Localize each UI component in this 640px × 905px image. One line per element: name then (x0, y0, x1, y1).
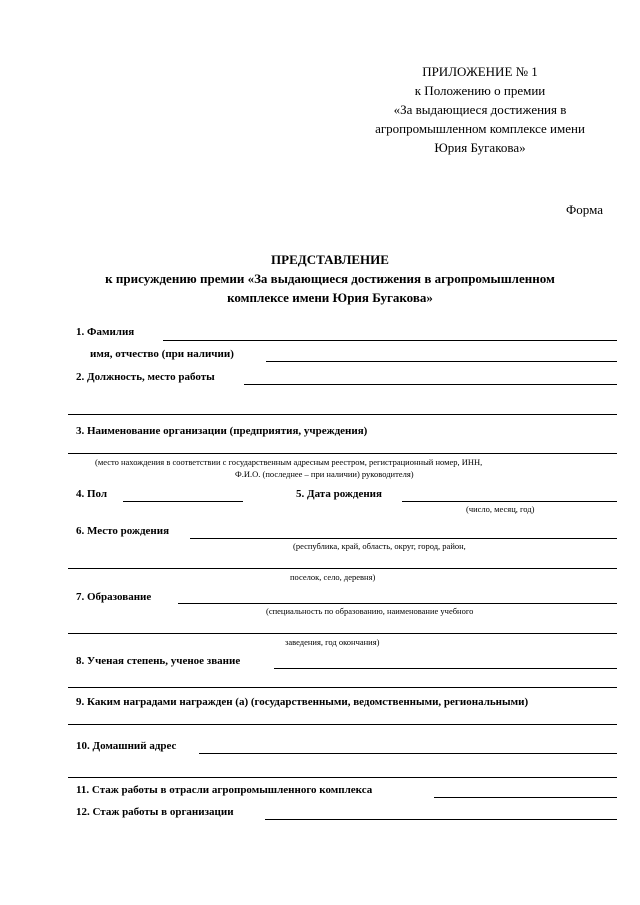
name-field[interactable] (266, 361, 617, 362)
education-field-continued[interactable] (68, 633, 617, 634)
address-label: 10. Домашний адрес (76, 740, 177, 752)
appendix-ref-line: к Положению о премии (414, 83, 546, 98)
birthdate-note: (число, месяц, год) (466, 504, 535, 514)
surname-field[interactable] (163, 340, 617, 341)
organization-field[interactable] (68, 453, 617, 454)
degree-field-continued[interactable] (68, 687, 617, 688)
organization-note: Ф.И.О. (последнее – при наличии) руководителя) (235, 469, 414, 479)
organization-label: 3. Наименование организации (предприятия, учреждения) (76, 425, 368, 437)
sex-field[interactable] (123, 501, 243, 502)
appendix-number: ПРИЛОЖЕНИЕ № 1 (422, 64, 538, 79)
birthplace-field-continued[interactable] (68, 568, 617, 569)
appendix-ref-line: Юрия Бугакова» (434, 140, 526, 155)
education-label: 7. Образование (76, 591, 152, 603)
title-sub: к присуждению премии «За выдающиеся достижения в агропромышленном (105, 271, 555, 286)
organization-note: (место нахождения в соответствии с государственным адресным реестром, регистрационный номер, ИНН, (95, 457, 483, 467)
org-experience-label: 12. Стаж работы в организации (76, 806, 234, 818)
sex-label: 4. Пол (76, 488, 108, 500)
education-note: заведения, год окончания) (285, 637, 380, 647)
title-main: ПРЕДСТАВЛЕНИЕ (271, 252, 389, 267)
birthplace-field[interactable] (190, 538, 617, 539)
agro-experience-label: 11. Стаж работы в отрасли агропромышленного комплекса (76, 784, 373, 796)
birthplace-note: (республика, край, область, округ, город, район, (293, 541, 466, 551)
agro-experience-field[interactable] (434, 797, 617, 798)
name-label: имя, отчество (при наличии) (90, 348, 234, 360)
address-field[interactable] (199, 753, 617, 754)
position-field-continued[interactable] (68, 414, 617, 415)
birthdate-field[interactable] (402, 501, 617, 502)
birthplace-note: поселок, село, деревня) (290, 572, 376, 582)
awards-label: 9. Каким наградами награжден (а) (государственными, ведомственными, региональными) (76, 696, 529, 708)
education-field[interactable] (178, 603, 617, 604)
title-sub: комплексе имени Юрия Бугакова» (227, 290, 433, 305)
position-field[interactable] (244, 384, 617, 385)
birthdate-label: 5. Дата рождения (296, 488, 382, 500)
awards-field[interactable] (68, 724, 617, 725)
address-field-continued[interactable] (68, 777, 617, 778)
degree-label: 8. Ученая степень, ученое звание (76, 655, 241, 667)
appendix-ref-line: «За выдающиеся достижения в (393, 102, 567, 117)
education-note: (специальность по образованию, наименование учебного (266, 606, 474, 616)
degree-field[interactable] (274, 668, 617, 669)
appendix-ref-line: агропромышленном комплексе имени (375, 121, 585, 136)
document-title (40, 250, 620, 307)
birthplace-label: 6. Место рождения (76, 525, 170, 537)
org-experience-field[interactable] (265, 819, 617, 820)
surname-label: 1. Фамилия (76, 326, 135, 338)
form-label: Форма (566, 202, 603, 217)
position-label: 2. Должность, место работы (76, 371, 215, 383)
appendix-header (340, 62, 620, 157)
